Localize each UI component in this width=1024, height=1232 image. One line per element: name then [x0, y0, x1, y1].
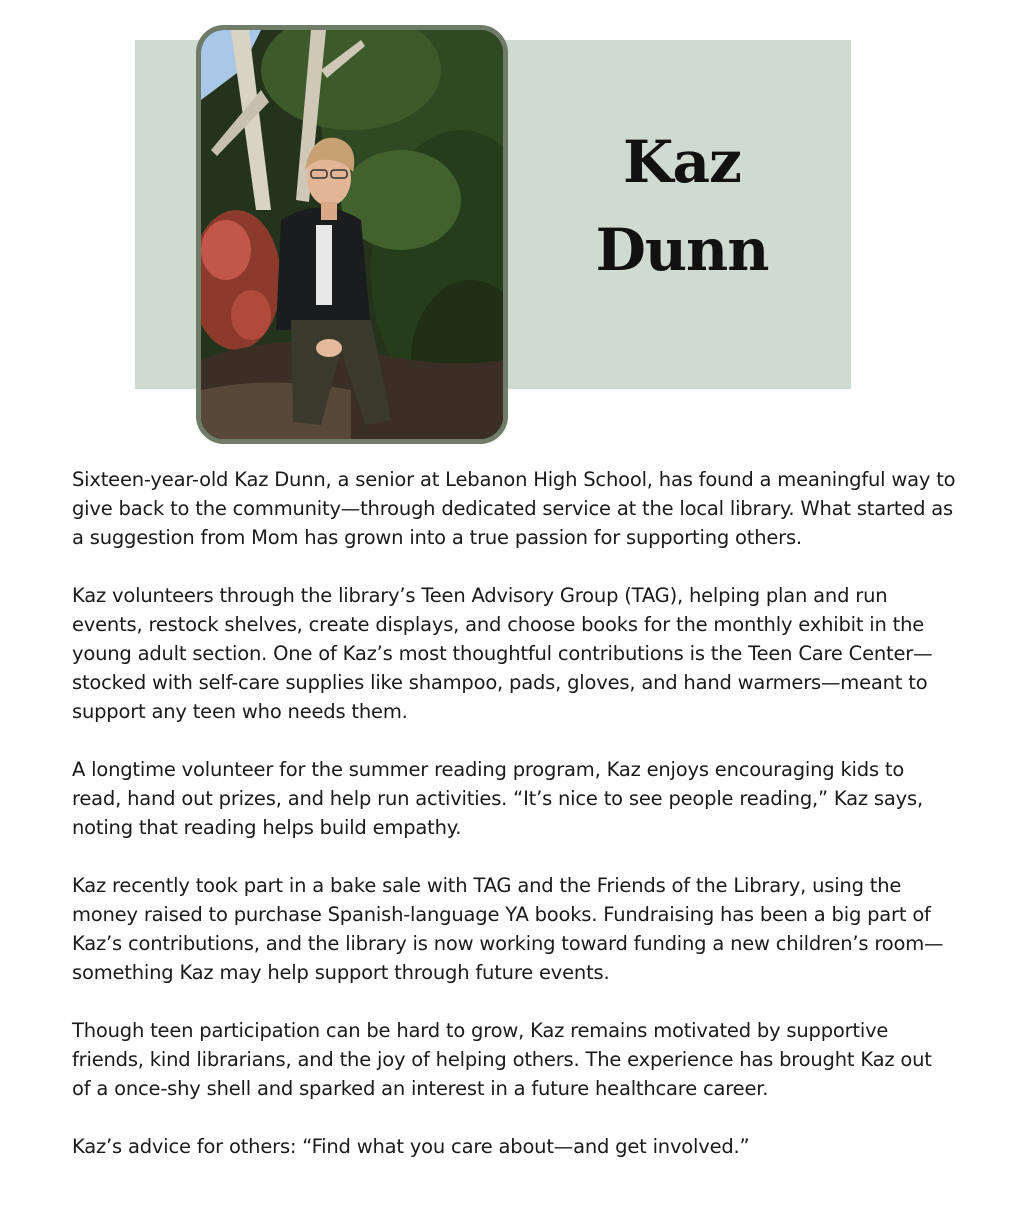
portrait-photo-icon — [201, 30, 503, 439]
article-paragraph: Kaz recently took part in a bake sale with TAG and the Friends of the Library, using the money raised to purchase Spanish-language YA books. Fundraising has been a big part of Kaz’s contributions, and the library is now working toward funding a new children’s room—something Kaz may help support through future events. — [72, 874, 944, 984]
article-paragraph: Kaz’s advice for others: “Find what you care about—and get involved.” — [72, 1135, 750, 1158]
article-paragraph: A longtime volunteer for the summer reading program, Kaz enjoys encouraging kids to read, hand out prizes, and help run activities. “It’s nice to see people reading,” Kaz says, noting that reading helps build empathy. — [72, 758, 923, 839]
article-body — [72, 465, 956, 1190]
profile-name — [520, 118, 844, 294]
portrait-photo — [196, 25, 508, 444]
first-name: Kaz — [623, 128, 741, 196]
article-paragraph: Sixteen-year-old Kaz Dunn, a senior at Lebanon High School, has found a meaningful way to give back to the community—through dedicated service at the local library. What started as a suggestion from Mom has grown into a true passion for supporting others. — [72, 468, 956, 549]
article-paragraph: Kaz volunteers through the library’s Teen Advisory Group (TAG), helping plan and run events, restock shelves, create displays, and choose books for the monthly exhibit in the young adult section. One of Kaz’s most thoughtful contributions is the Teen Care Center—stocked with self-care supplies like shampoo, pads, gloves, and hand warmers—meant to support any teen who needs them. — [72, 584, 933, 723]
last-name: Dunn — [595, 216, 769, 284]
article-paragraph: Though teen participation can be hard to grow, Kaz remains motivated by supportive friends, kind librarians, and the joy of helping others. The experience has brought Kaz out of a once-shy shell and sparked an interest in a future healthcare career. — [72, 1019, 932, 1100]
